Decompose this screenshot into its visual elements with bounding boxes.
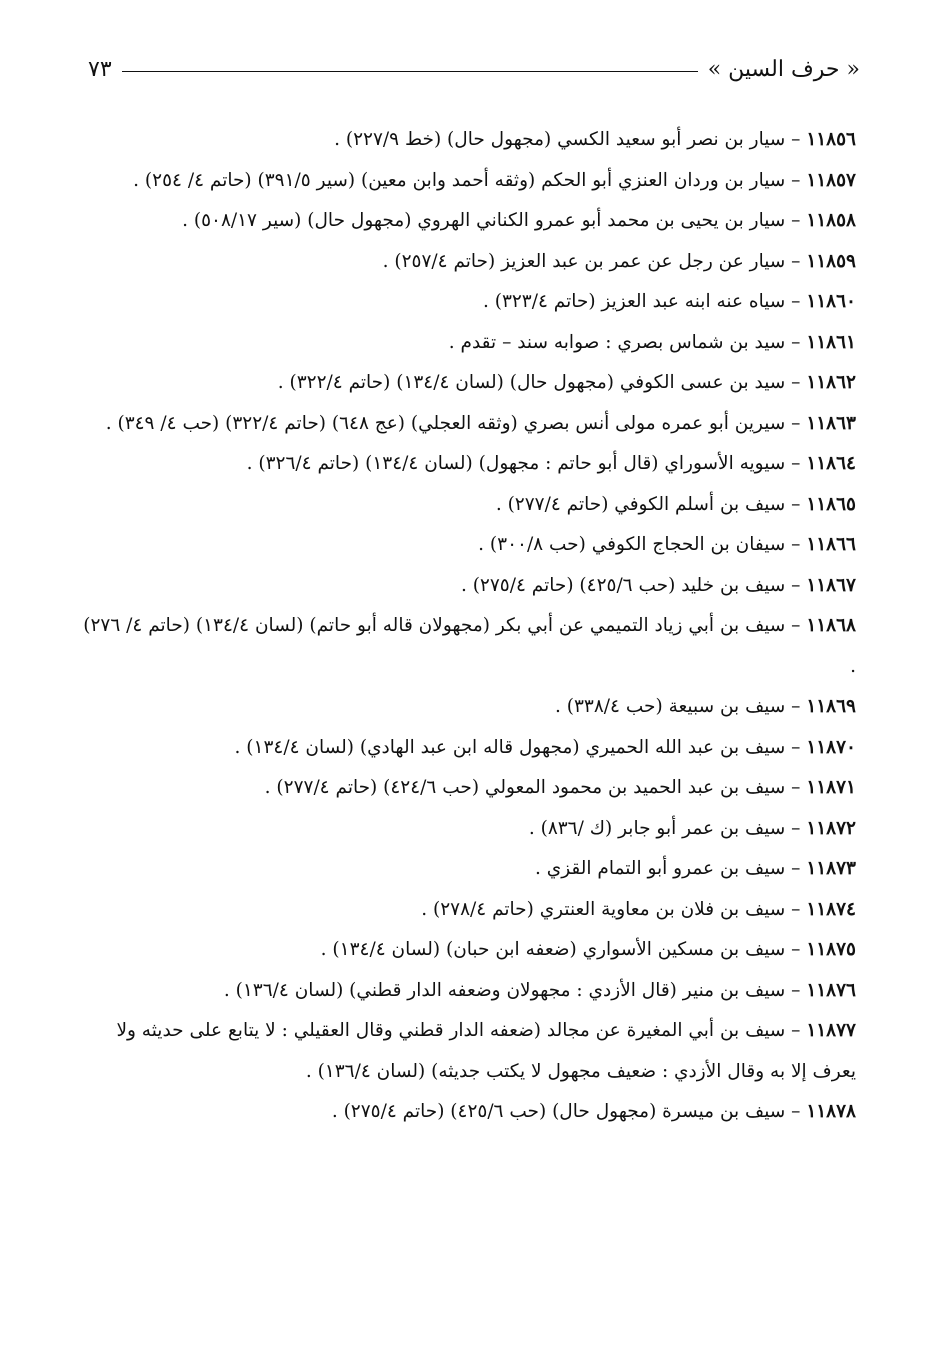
entry-text: – سيف بن أبي زياد التميمي عن أبي بكر (مجهولان قاله أبو حاتم) (لسان ١٣٤/٤) (حاتم ٤/ ٢٧٦) . [83,615,856,677]
entry-11859 [82,242,856,283]
entry-11856 [82,120,856,161]
entry-text: – سيار بن وردان العنزي أبو الحكم (وثقه أحمد وابن معين) (سير ٣٩١/٥) (حاتم ٤/ ٢٥٤) . [133,169,807,191]
entry-list [82,120,856,1133]
entry-text: – سيد بن عسى الكوفي (مجهول حال) (لسان ١٣٤/٤) (حاتم ٣٢٢/٤) . [277,372,807,393]
entry-text: – سيار بن يحيى بن محمد أبو عمرو الكناني الهروي (مجهول حال) (سير ٥٠٨/١٧) . [182,210,807,231]
entry-number: ١١٨٧١ [806,777,856,798]
entry-number: ١١٨٥٧ [806,169,856,191]
entry-text: – سيرين أبو عمره مولى أنس بصري (وثقه العجلي) (عج ٦٤٨) (حاتم ٣٢٢/٤) (حب ٤/ ٣٤٩) . [105,412,807,434]
entry-number: ١١٨٦٣ [806,412,856,434]
entry-text: – سيار بن نصر أبو سعيد الكسي (مجهول حال) (خط ٢٢٧/٩) . [334,129,807,150]
running-header [88,52,860,86]
entry-11878 [82,1092,856,1133]
entry-number: ١١٨٧٦ [806,979,856,1001]
entry-text: – سيف بن خليد (حب ٤٢٥/٦) (حاتم ٢٧٥/٤) . [460,574,807,596]
entry-text: – سيويه الأسوراي (قال أبو حاتم : مجهول) (لسان ١٣٤/٤) (حاتم ٣٢٦/٤) . [246,453,807,474]
entry-number: ١١٨٧٤ [806,898,856,920]
entry-number: ١١٨٧٢ [806,817,856,839]
entry-number: ١١٨٧٧ [806,1020,856,1041]
header-title: « حرف السين » [707,56,860,82]
header-rule [122,71,698,72]
entry-11876 [82,971,856,1012]
entry-text: – سيف بن أسلم الكوفي (حاتم ٢٧٧/٤) . [495,493,807,515]
entry-text: – سيف بن عمرو أبو التمام القزي . [534,858,807,879]
entry-number: ١١٨٥٩ [806,250,856,272]
entry-number: ١١٨٧٥ [806,939,856,960]
entry-number: ١١٨٦٢ [806,372,856,393]
entry-text: – سيف بن أبي المغيرة عن مجالد (ضعفه الدار قطني وقال العقيلي : لا يتابع على حديثه ولا يعرف إلا به وقال الأزدي : ضعيف مجهول لا يكتب جديثه) (لسان ١٣٦/٤) . [116,1020,856,1082]
entry-11872 [82,809,856,850]
entry-number: ١١٨٥٨ [806,210,856,231]
entry-11867 [82,566,856,607]
entry-text: – سيف بن فلان بن معاوية العنتري (حاتم ٢٧٨/٤) . [421,898,807,920]
page-number: ٧٣ [88,56,112,82]
entry-11857 [82,161,856,202]
entry-11870 [82,728,856,769]
entry-11869 [82,687,856,728]
entry-11861 [82,323,856,364]
entry-number: ١١٨٥٦ [806,129,856,150]
entry-number: ١١٨٧٣ [806,858,856,879]
entry-number: ١١٨٦١ [806,331,856,353]
entry-number: ١١٨٦٧ [806,574,856,596]
entry-11871 [82,768,856,809]
entry-text: – سيف بن ميسرة (مجهول حال) (حب ٤٢٥/٦) (حاتم ٢٧٥/٤) . [331,1101,807,1122]
entry-text: – سيار عن رجل عن عمر بن عبد العزيز (حاتم ٢٥٧/٤) . [382,250,807,272]
entry-11862 [82,363,856,404]
entry-11877 [82,1011,856,1092]
entry-11863 [82,404,856,445]
entry-number: ١١٨٧٨ [806,1101,856,1122]
entry-number: ١١٨٧٠ [806,736,856,758]
entry-text: – سيف بن عبد الله الحميري (مجهول قاله ابن عبد الهادي) (لسان ١٣٤/٤) . [234,736,807,758]
entry-text: – سيد بن شماس بصري : صوابه سند – تقدم . [448,331,807,353]
entry-number: ١١٨٦٥ [806,493,856,515]
entry-text: – سيف بن سبيعة (حب ٣٣٨/٤) . [555,696,807,717]
entry-text: – سيف بن عمر أبو جابر (ك /٨٣٦) . [528,817,807,839]
entry-11858 [82,201,856,242]
entry-text: – سيفان بن الحجاج الكوفي (حب ٣٠٠/٨) . [478,534,807,555]
entry-number: ١١٨٦٨ [806,615,856,636]
entry-11865 [82,485,856,526]
entry-11874 [82,890,856,931]
entry-text: – سيف بن مسكين الأسواري (ضعفه ابن حبان) (لسان ١٣٤/٤) . [320,939,807,960]
entry-text: – سيف بن عبد الحميد بن محمود المعولي (حب ٤٢٤/٦) (حاتم ٢٧٧/٤) . [264,777,807,798]
entry-text: – سياه عنه ابنه عبد العزيز (حاتم ٣٢٣/٤) . [482,291,807,312]
entry-11873 [82,849,856,890]
entry-11866 [82,525,856,566]
entry-11868 [82,606,856,687]
entry-number: ١١٨٦٦ [806,534,856,555]
entry-11860 [82,282,856,323]
entry-number: ١١٨٦٠ [806,291,856,312]
entry-number: ١١٨٦٤ [806,453,856,474]
entry-text: – سيف بن منير (قال الأزدي : مجهولان وضعفه الدار قطني) (لسان ١٣٦/٤) . [223,979,807,1001]
entry-number: ١١٨٦٩ [806,696,856,717]
entry-11864 [82,444,856,485]
entry-11875 [82,930,856,971]
